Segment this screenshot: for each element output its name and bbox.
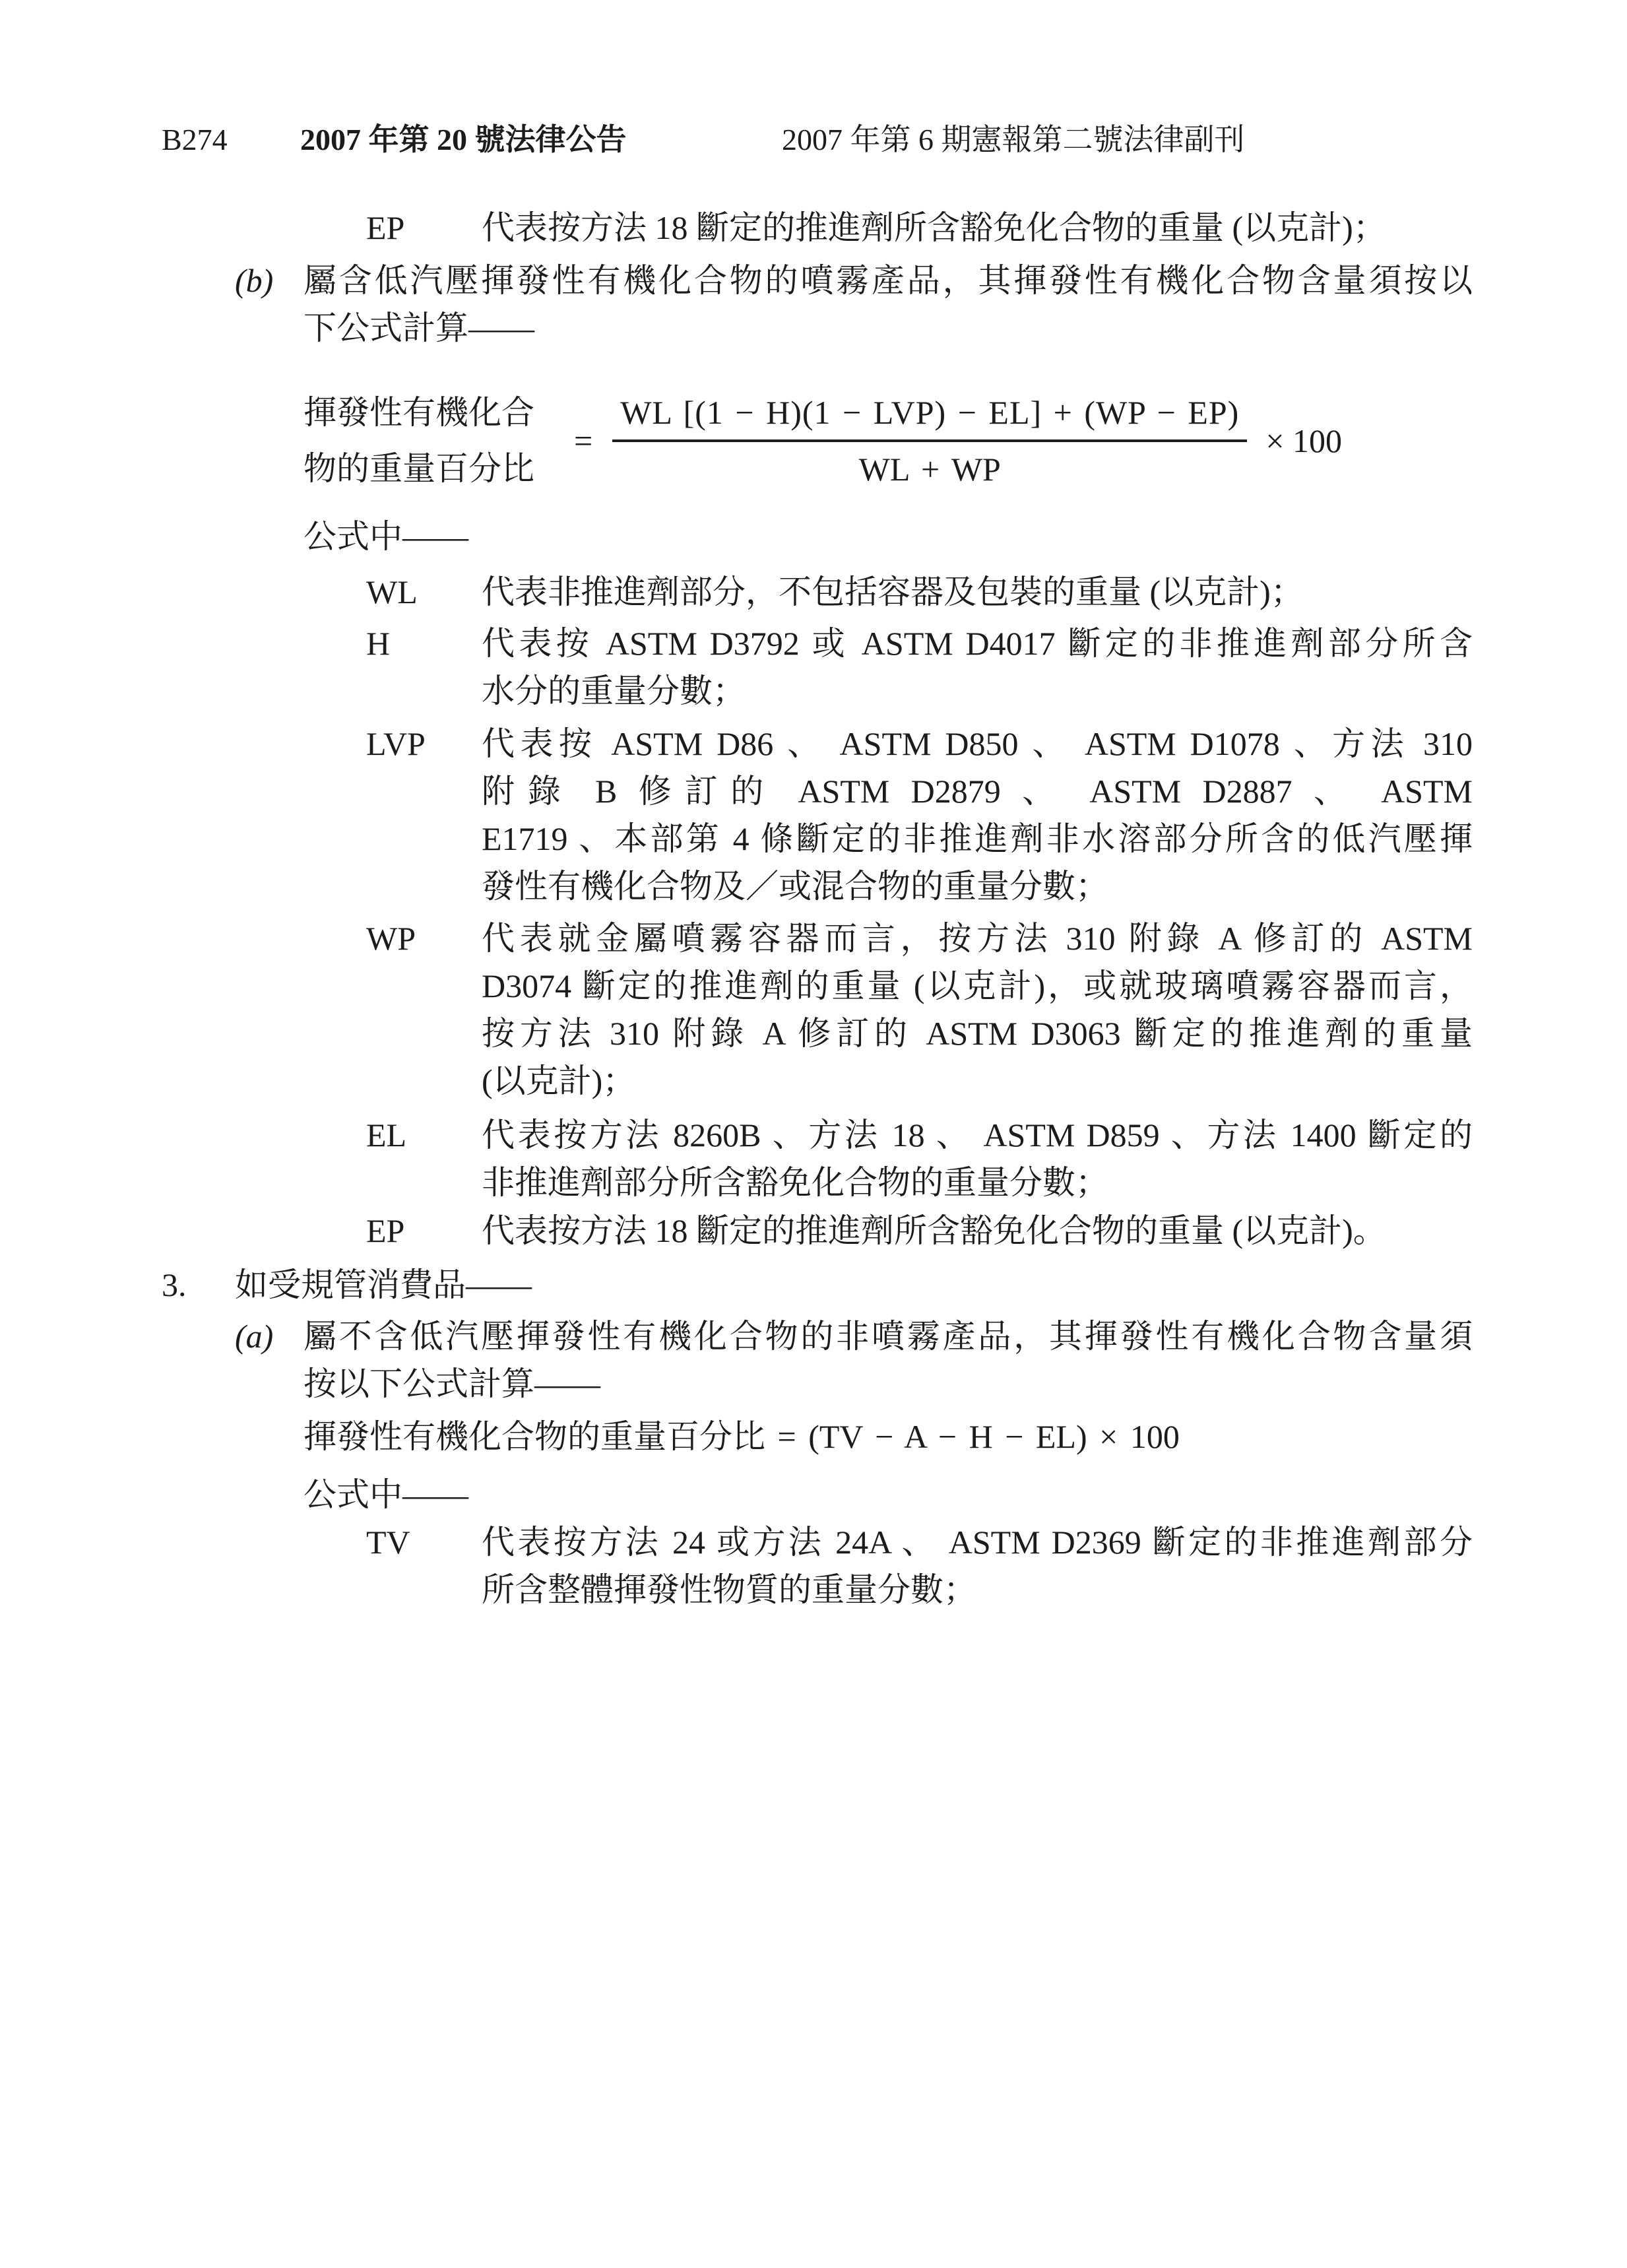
formula-intro: 公式中——: [303, 1476, 468, 1513]
definition-line: 按方法 310 附錄 A 修訂的 ASTM D3063 斷定的推進劑的重量: [482, 1015, 1473, 1052]
fraction: [612, 392, 1247, 490]
definition-row-ep-carryover: [366, 204, 1473, 251]
definition-row-lvp: [366, 720, 1473, 910]
definition-line: (以克計)；: [482, 1062, 636, 1099]
definition-term: H: [366, 625, 391, 662]
fraction-numerator: WL [(1 − H)(1 − LVP) − EL] + (WP − EP): [612, 392, 1247, 442]
definition-line: 代表按 ASTM D3792 或 ASTM D4017 斷定的非推進劑部分所含: [482, 625, 1473, 662]
paragraph-line: 下公式計算——: [303, 309, 534, 346]
paragraph-line: 按以下公式計算——: [303, 1365, 600, 1402]
definition-row-ep: [366, 1207, 1473, 1254]
gazette-notice-title: 2007 年第 20 號法律公告: [300, 123, 627, 156]
definition-row-el: [366, 1111, 1473, 1206]
definition-row-wp: [366, 915, 1473, 1105]
definition-line: D3074 斷定的推進劑的重量 (以克計)，或就玻璃噴霧容器而言，: [482, 967, 1473, 1004]
definition-line: 代表非推進劑部分，不包括容器及包裝的重量 (以克計)；: [482, 573, 1304, 610]
section-3: [162, 1261, 1473, 1309]
definition-row-tv: [366, 1518, 1473, 1613]
definition-term: WL: [366, 573, 418, 610]
fraction-denominator: WL + WP: [858, 451, 1001, 488]
page-number: B274: [162, 123, 228, 156]
item-label: (b): [235, 262, 274, 299]
paragraph-line: 屬含低汽壓揮發性有機化合物的噴霧產品，其揮發性有機化合物含量須按以: [303, 262, 1473, 299]
definition-row-wl: [366, 568, 1473, 616]
definition-line: 代表按方法 18 斷定的推進劑所含豁免化合物的重量 (以克計)。: [482, 1212, 1386, 1249]
equals-sign: =: [574, 422, 593, 459]
section-text: 如受規管消費品——: [235, 1266, 532, 1303]
section-number: 3.: [162, 1266, 187, 1303]
definition-line: 代表按方法 18 斷定的推進劑所含豁免化合物的重量 (以克計)；: [482, 209, 1386, 246]
paragraph-line: 屬不含低汽壓揮發性有機化合物的非噴霧產品，其揮發性有機化合物含量須: [303, 1318, 1473, 1355]
definition-line: 非推進劑部分所含豁免化合物的重量分數；: [482, 1164, 1108, 1201]
item-label: (a): [235, 1318, 274, 1355]
definition-term: LVP: [366, 725, 426, 762]
definition-line: 代表按 ASTM D86 、 ASTM D850 、 ASTM D1078 、方法 310: [482, 725, 1473, 762]
definition-line: 代表按方法 24 或方法 24A 、 ASTM D2369 斷定的非推進劑部分: [482, 1524, 1473, 1561]
item-a: [235, 1312, 1473, 1408]
definition-row-h: [366, 620, 1473, 715]
item-b: [235, 257, 1473, 352]
definition-line: 水分的重量分數；: [482, 672, 746, 709]
definition-line: 發性有機化合物及／或混合物的重量分數；: [482, 868, 1108, 905]
definition-term: EP: [366, 209, 405, 246]
definition-line: 所含整體揮發性物質的重量分數；: [482, 1571, 976, 1608]
definition-line: E1719 、本部第 4 條斷定的非推進劑非水溶部分所含的低汽壓揮: [482, 820, 1473, 857]
definition-term: EL: [366, 1117, 407, 1153]
gazette-supplement-title: 2007 年第 6 期憲報第二號法律副刊: [782, 123, 1245, 156]
definition-line: 附錄 B 修訂的 ASTM D2879 、 ASTM D2887 、 ASTM: [482, 773, 1473, 810]
formula-lhs-line: 揮發性有機化合: [303, 394, 534, 431]
voc-aerosol-formula: [303, 379, 1342, 502]
formula-lhs-line: 物的重量百分比: [303, 450, 534, 487]
definition-term: EP: [366, 1212, 405, 1249]
definition-term: WP: [366, 920, 416, 957]
formula-multiplier: × 100: [1265, 422, 1343, 459]
voc-nonaerosol-formula: 揮發性有機化合物的重量百分比 = (TV − A − H − EL) × 100: [303, 1418, 1180, 1455]
definition-line: 代表就金屬噴霧容器而言，按方法 310 附錄 A 修訂的 ASTM: [482, 920, 1473, 957]
definition-term: TV: [366, 1524, 410, 1561]
formula-lhs: [303, 385, 554, 497]
definition-line: 代表按方法 8260B 、方法 18 、 ASTM D859 、方法 1400 斷定的: [482, 1117, 1473, 1153]
formula-intro: 公式中——: [303, 518, 468, 555]
